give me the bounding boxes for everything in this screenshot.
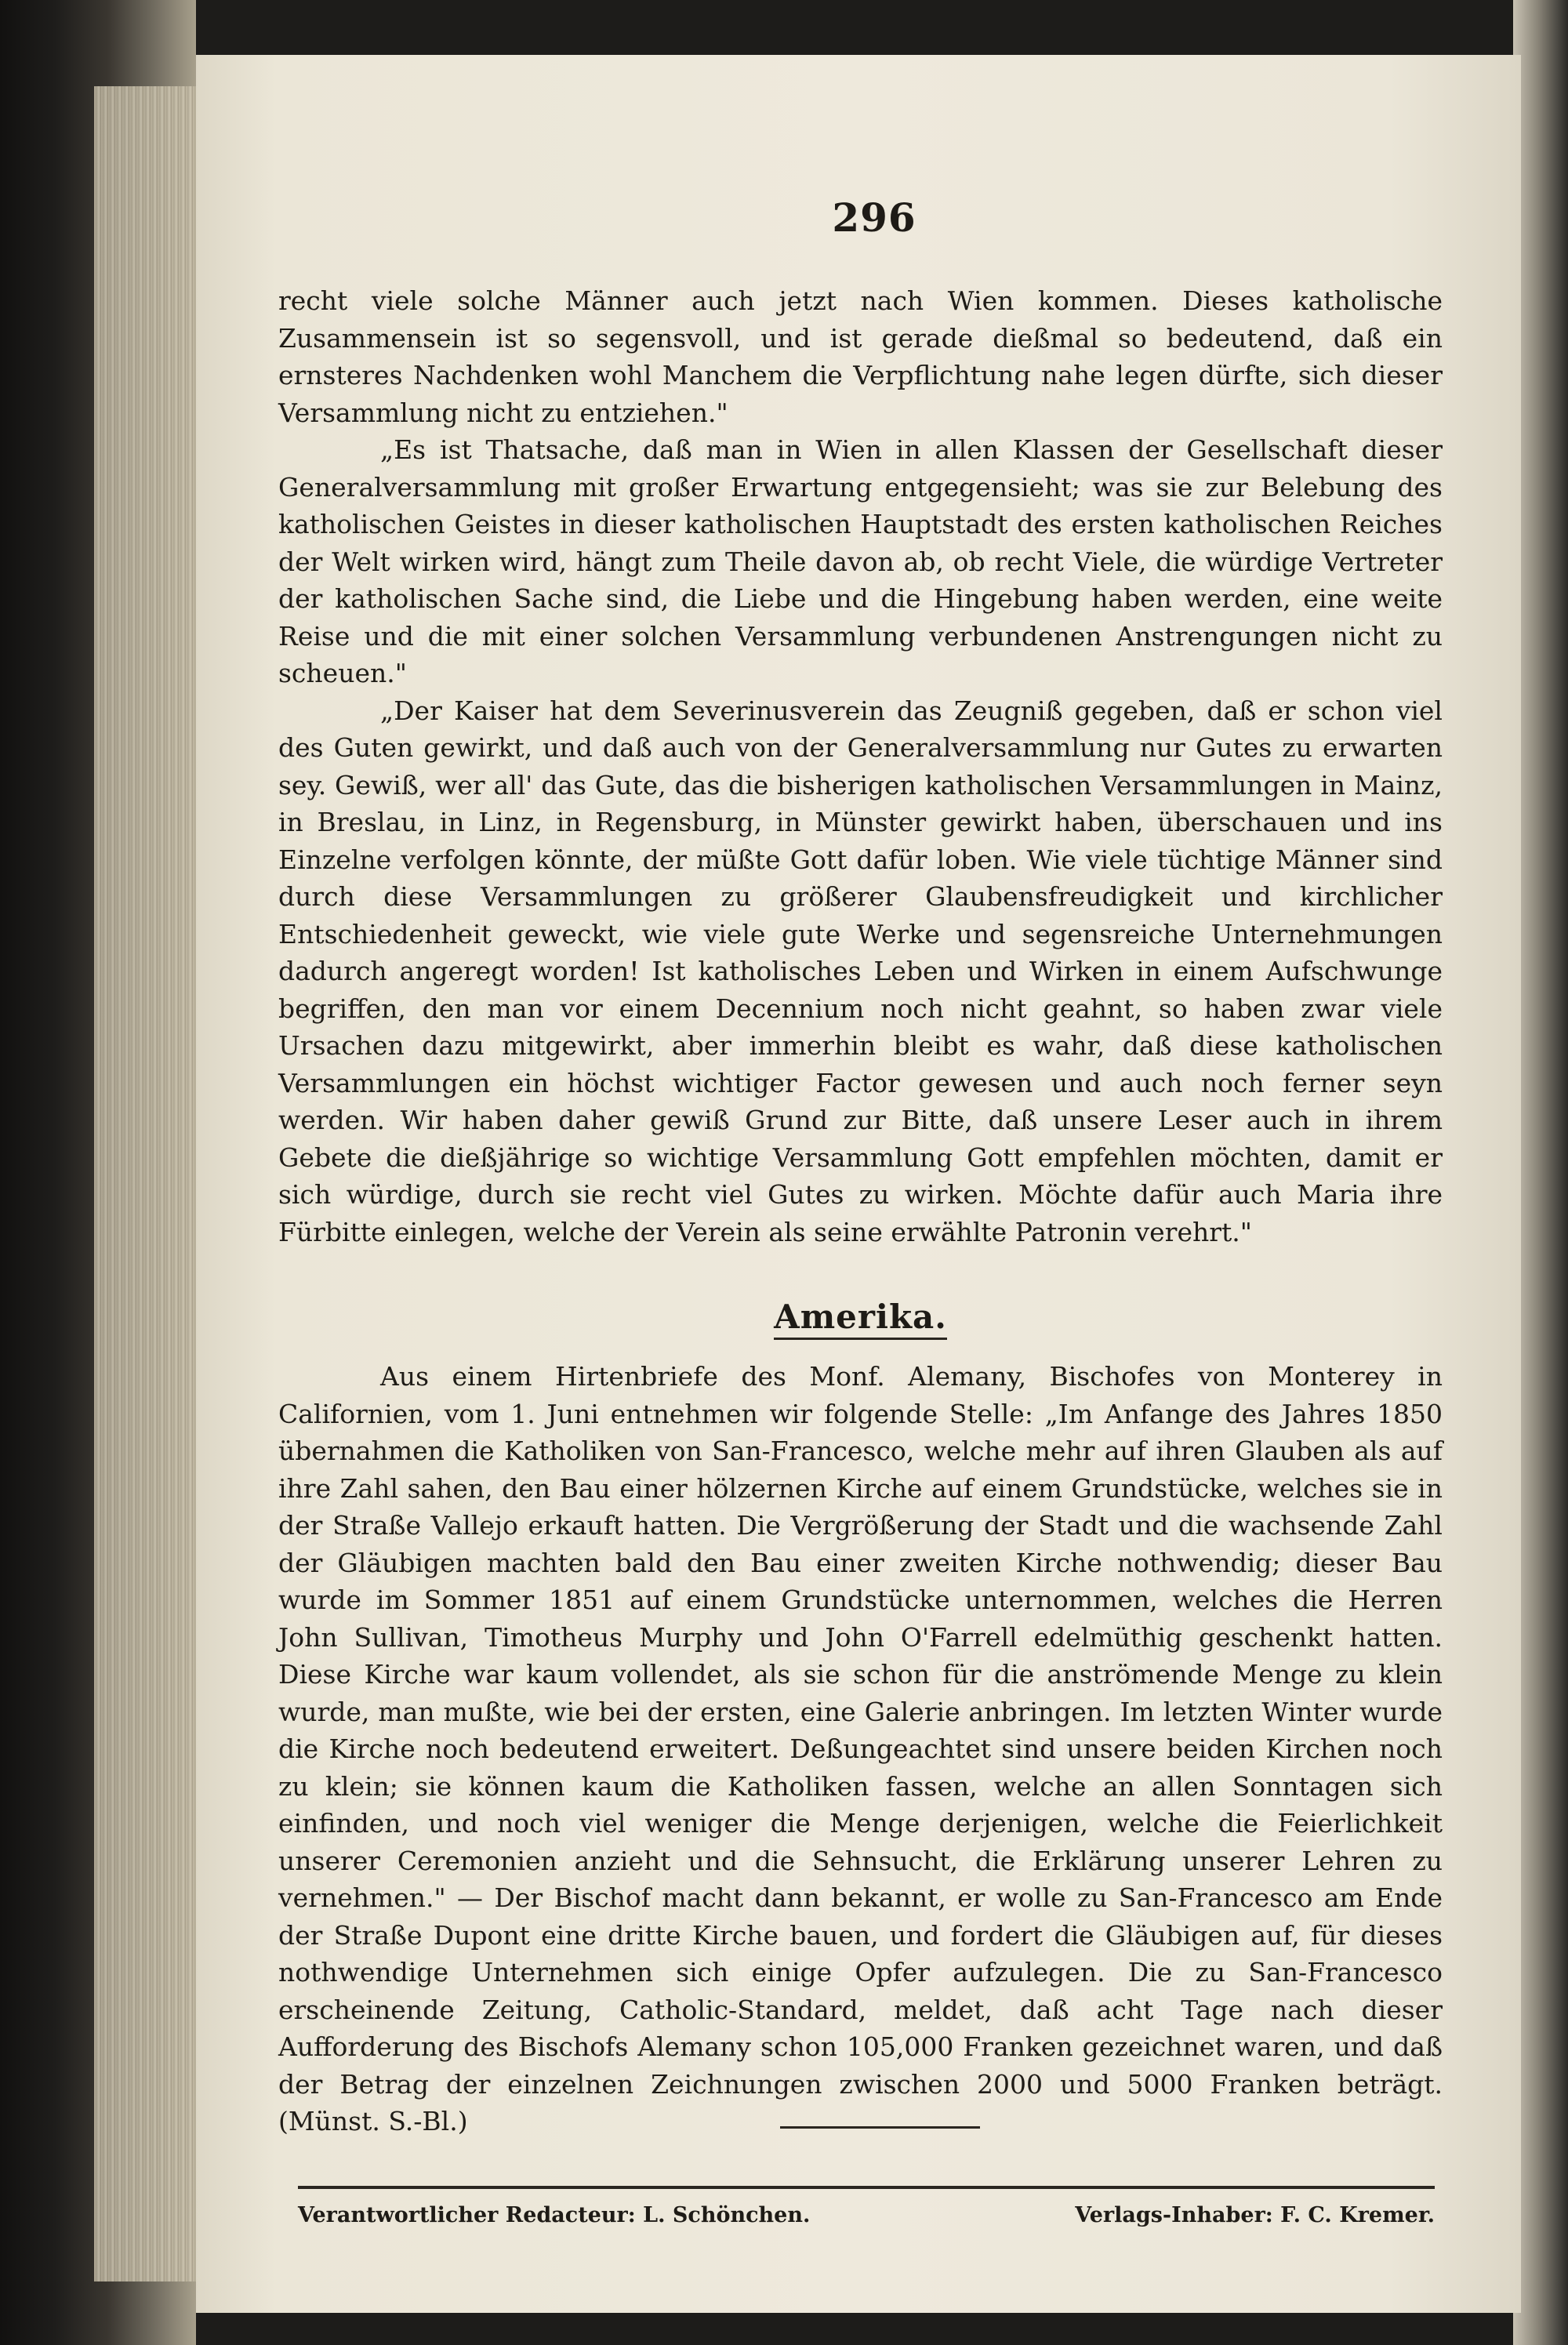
imprint-footer xyxy=(298,2203,1435,2227)
section-heading xyxy=(278,1298,1443,1342)
page-number: 296 xyxy=(832,194,916,241)
page-edges xyxy=(94,86,196,2281)
publisher-credit: Verlags-Inhaber: F. C. Kremer. xyxy=(1075,2203,1435,2227)
body-text xyxy=(278,282,1443,2140)
book-page xyxy=(196,55,1521,2313)
paragraph: „Der Kaiser hat dem Severinusverein das Zeugniß gegeben, daß er schon viel des Guten gewirkt, und daß auch von der Generalversammlung nur Gutes zu erwarten sey. Gewiß, wer all' das Gute, das die bisherigen katholischen Versammlungen in Mainz, in Breslau, in Linz, in Regensburg, in Münster gewirkt haben, überschauen und ins Einzelne verfolgen könnte, der müßte Gott dafür loben. Wie viele tüchtige Männer sind durch diese Versammlungen zu größerer Glaubensfreudigkeit und kirchlicher Entschiedenheit geweckt, wie viele gute Werke und segensreiche Unternehmungen dadurch angeregt worden! Ist katholisches Leben und Wirken in einem Aufschwunge begriffen, den man vor einem Decennium noch nicht geahnt, so haben zwar viele Ursachen dazu mitgewirkt, aber immerhin bleibt es wahr, daß diese katholischen Versammlungen ein höchst wichtiger Factor gewesen und auch noch ferner seyn werden. Wir haben daher gewiß Grund zur Bitte, daß unsere Leser auch in ihrem Gebete die dießjährige so wichtige Versammlung Gott empfehlen möchten, damit er sich würdige, durch sie recht viel Gutes zu wirken. Möchte dafür auch Maria ihre Fürbitte einlegen, welche der Verein als seine erwählte Patronin verehrt." xyxy=(278,695,1443,1247)
footer-rule xyxy=(298,2186,1435,2189)
section-heading-text: Amerika. xyxy=(774,1298,947,1340)
end-divider xyxy=(780,2126,980,2129)
editor-credit: Verantwortlicher Redacteur: L. Schönchen. xyxy=(298,2203,811,2227)
paragraph: „Es ist Thatsache, daß man in Wien in allen Klassen der Gesellschaft dieser Generalversammlung mit großer Erwartung entgegensieht; was sie zur Belebung des katholischen Geistes in dieser katholischen Hauptstadt des ersten katholischen Reiches der Welt wirken wird, hängt zum Theile davon ab, ob recht Viele, die würdige Vertreter der katholischen Sache sind, die Liebe und die Hingebung haben werden, eine weite Reise und die mit einer solchen Versammlung verbundenen Anstrengungen nicht zu scheuen." xyxy=(278,434,1443,688)
paragraph: recht viele solche Männer auch jetzt nach Wien kommen. Dieses katholische Zusammensein ist so segensvoll, und ist gerade dießmal so bedeutend, daß ein ernsteres Nachdenken wohl Manchem die Verpflichtung nahe legen dürfte, sich dieser Versammlung nicht zu entziehen." xyxy=(278,285,1443,428)
paragraph: Aus einem Hirtenbriefe des Monf. Alemany, Bischofes von Monterey in Californien, vom 1. Juni entnehmen wir folgende Stelle: „Im Anfange des Jahres 1850 übernahmen die Katholiken von San-Francesco, welche mehr auf ihren Glauben als auf ihre Zahl sahen, den Bau einer hölzernen Kirche auf einem Grundstücke, welches sie in der Straße Vallejo erkauft hatten. Die Vergrößerung der Stadt und die wachsende Zahl der Gläubigen machten bald den Bau einer zweiten Kirche nothwendig; dieser Bau wurde im Sommer 1851 auf einem Grundstücke unternommen, welches die Herren John Sullivan, Timotheus Murphy und John O'Farrell edelmüthig geschenkt hatten. Diese Kirche war kaum vollendet, als sie schon für die anströmende Menge zu klein wurde, man mußte, wie bei der ersten, eine Galerie anbringen. Im letzten Winter wurde die Kirche noch bedeutend erweitert. Deßungeachtet sind unsere beiden Kirchen noch zu klein; sie können kaum die Katholiken fassen, welche an allen Sonntagen sich einfinden, und noch viel weniger die Menge derjenigen, welche die Feierlichkeit unserer Ceremonien anzieht und die Sehnsucht, die Erklärung unserer Lehren zu vernehmen." — Der Bischof macht dann bekannt, er wolle zu San-Francesco am Ende der Straße Dupont eine dritte Kirche bauen, und fordert die Gläubigen auf, für dieses nothwendige Unternehmen sich einige Opfer aufzulegen. Die zu San-Francesco erscheinende Zeitung, Catholic-Standard, meldet, daß acht Tage nach dieser Aufforderung des Bischofs Alemany schon 105,000 Franken gezeichnet waren, und daß der Betrag der einzelnen Zeichnungen zwischen 2000 und 5000 Franken beträgt. (Münst. S.-Bl.) xyxy=(278,1361,1443,2136)
facing-page-edge xyxy=(1513,0,1568,2345)
